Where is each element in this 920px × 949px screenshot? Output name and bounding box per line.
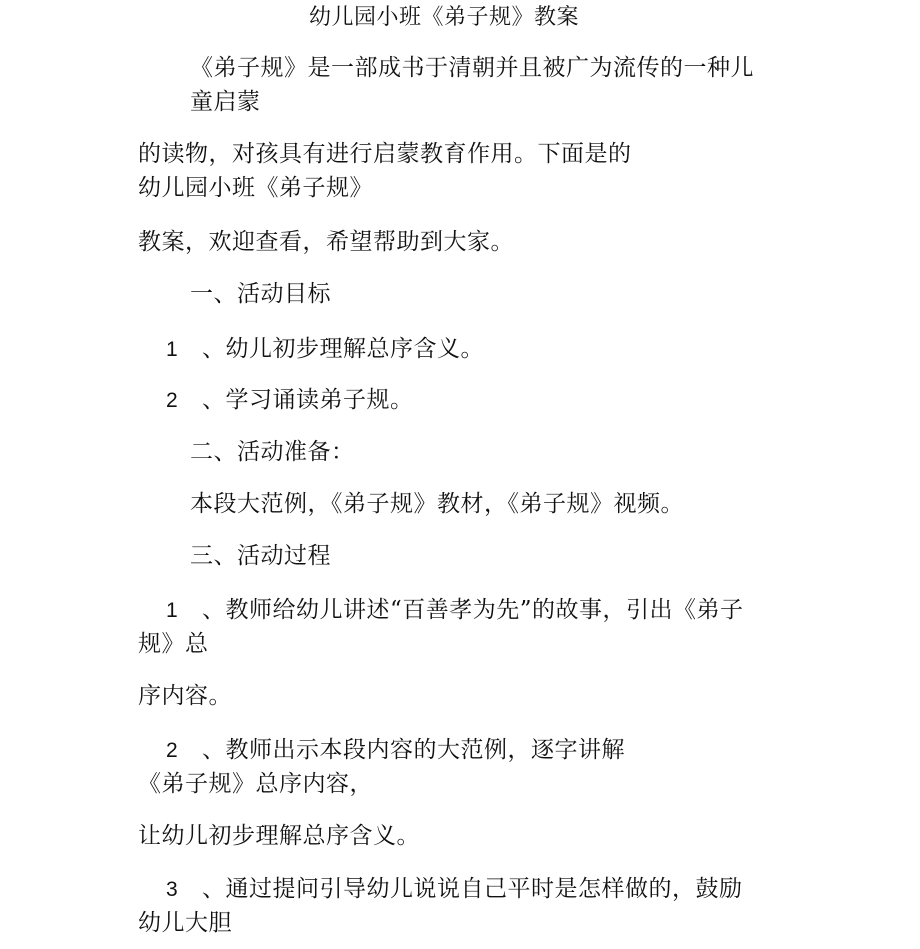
intro-line: 童启蒙 bbox=[190, 89, 261, 115]
list-item-continuation: 规》总 bbox=[138, 631, 209, 657]
list-item-text: 、幼儿初步理解总序含义。 bbox=[202, 336, 484, 362]
list-item bbox=[166, 735, 625, 766]
list-item bbox=[166, 595, 744, 626]
section-heading: 二、活动准备： bbox=[190, 439, 355, 465]
paragraph: 本段大范例，《弟子规》教材，《弟子规》视频。 bbox=[190, 491, 684, 517]
list-item-continuation: 让幼儿初步理解总序含义。 bbox=[138, 823, 420, 849]
section-heading: 一、活动目标 bbox=[190, 281, 331, 307]
intro-line: 幼儿园小班《弟子规》 bbox=[138, 175, 373, 201]
list-item-continuation: 序内容。 bbox=[138, 683, 232, 709]
list-item-text: 、教师给幼儿讲述“百善孝为先”的故事，引出《弟子 bbox=[202, 597, 744, 623]
intro-line: 《弟子规》是一部成书于清朝并且被广为流传的一种儿 bbox=[190, 55, 754, 81]
list-item-number: 1 bbox=[166, 338, 179, 361]
list-item-text: 、学习诵读弟子规。 bbox=[202, 387, 414, 413]
list-item bbox=[166, 874, 743, 905]
section-heading: 三、活动过程 bbox=[190, 543, 331, 569]
list-item bbox=[166, 385, 414, 416]
list-item-number: 3 bbox=[166, 878, 179, 901]
list-item-text: 、教师出示本段内容的大范例，逐字讲解 bbox=[202, 737, 625, 763]
list-item-continuation: 幼儿大胆 bbox=[138, 910, 232, 936]
page-title: 幼儿园小班《弟子规》教案 bbox=[309, 5, 580, 30]
list-item bbox=[166, 334, 484, 365]
list-item-number: 2 bbox=[166, 389, 179, 412]
list-item-number: 1 bbox=[166, 599, 179, 622]
intro-line: 的读物，对孩具有进行启蒙教育作用。下面是的 bbox=[138, 141, 632, 167]
intro-line: 教案，欢迎查看，希望帮助到大家。 bbox=[138, 229, 514, 255]
list-item-text: 、通过提问引导幼儿说说自己平时是怎样做的，鼓励 bbox=[202, 876, 743, 902]
list-item-number: 2 bbox=[166, 739, 179, 762]
list-item-continuation: 《弟子规》总序内容， bbox=[138, 771, 373, 797]
